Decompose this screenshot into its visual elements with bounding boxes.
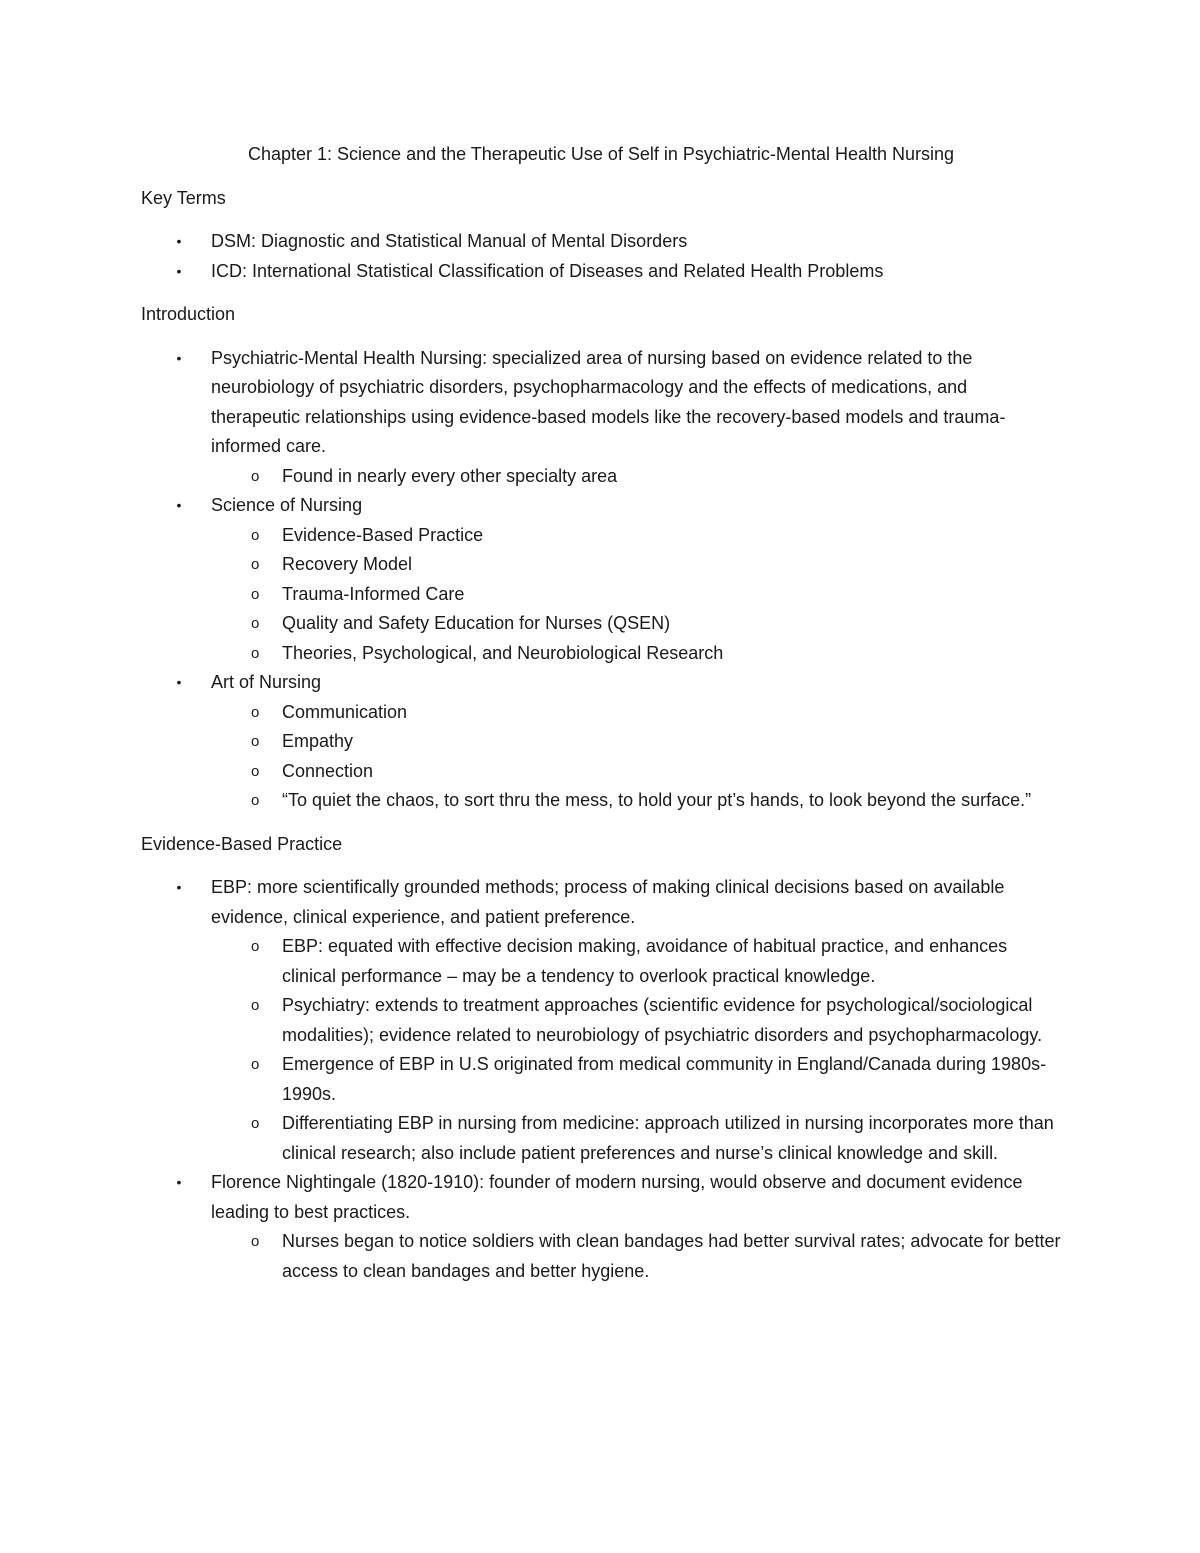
sub-list-item-text: Psychiatry: extends to treatment approaches (scientific evidence for psychological/sociological modalities); evidence related to neurobiology of psychiatric disorders and psychopharmacology. bbox=[282, 995, 1043, 1045]
sub-bullet-list bbox=[211, 698, 1061, 816]
circle-bullet-icon: o bbox=[251, 1115, 260, 1132]
sub-list-item bbox=[211, 462, 1061, 492]
circle-bullet-icon: o bbox=[251, 467, 260, 485]
bullet-icon: • bbox=[176, 497, 182, 513]
bullet-list bbox=[141, 227, 1061, 286]
document-sections bbox=[141, 184, 1061, 1287]
list-item bbox=[141, 873, 1061, 1168]
sub-list-item-text: Nurses began to notice soldiers with clean bandages had better survival rates; advocate for better access to clean bandages and better hygiene. bbox=[282, 1231, 1061, 1281]
circle-bullet-icon: o bbox=[251, 1056, 260, 1073]
sub-list-item-text: Communication bbox=[282, 701, 408, 722]
sub-bullet-list bbox=[211, 462, 1061, 492]
list-item-text: Psychiatric-Mental Health Nursing: specialized area of nursing based on evidence related to the neurobiology of psychiatric disorders, psychopharmacology and the effects of medications, and therapeutic relationships using evidence-based models like the recovery-based models and trauma-informed care. bbox=[211, 347, 1006, 456]
bullet-list bbox=[141, 873, 1061, 1286]
list-item bbox=[141, 227, 1061, 257]
sub-list-item-text: Recovery Model bbox=[282, 554, 413, 574]
circle-bullet-icon: o bbox=[251, 585, 260, 603]
sub-list-item bbox=[211, 757, 1061, 787]
bullet-list bbox=[141, 344, 1061, 816]
sub-list-item-text: Quality and Safety Education for Nurses (QSEN) bbox=[282, 613, 671, 633]
sub-list-item bbox=[211, 932, 1061, 991]
sub-list-item-text: Theories, Psychological, and Neurobiological Research bbox=[282, 642, 724, 663]
bullet-icon: • bbox=[176, 1174, 182, 1190]
list-item bbox=[141, 1168, 1061, 1286]
sub-bullet-list bbox=[211, 1227, 1061, 1286]
sub-list-item bbox=[211, 580, 1061, 610]
document-title: Chapter 1: Science and the Therapeutic Use of Self in Psychiatric-Mental Health Nursing bbox=[247, 144, 955, 164]
bullet-icon: • bbox=[176, 674, 182, 690]
sub-list-item bbox=[211, 991, 1061, 1050]
circle-bullet-icon: o bbox=[251, 615, 260, 632]
sub-list-item bbox=[211, 786, 1061, 816]
list-item bbox=[141, 344, 1061, 492]
sub-list-item-text: Trauma-Informed Care bbox=[282, 583, 465, 604]
section-heading: Introduction bbox=[141, 304, 236, 324]
sub-list-item-text: Evidence-Based Practice bbox=[282, 524, 484, 545]
sub-list-item bbox=[211, 698, 1061, 728]
list-item-text: ICD: International Statistical Classification of Diseases and Related Health Problems bbox=[211, 260, 884, 281]
sub-list-item-text: Emergence of EBP in U.S originated from medical community in England/Canada during 1980s-1990s. bbox=[282, 1054, 1047, 1104]
sub-bullet-list bbox=[211, 932, 1061, 1168]
sub-list-item bbox=[211, 639, 1061, 669]
list-item-text: Science of Nursing bbox=[211, 495, 363, 515]
list-item-text: Art of Nursing bbox=[211, 672, 322, 692]
sub-list-item bbox=[211, 1109, 1061, 1168]
list-item-text: Florence Nightingale (1820-1910): founder of modern nursing, would observe and document evidence leading to best practices. bbox=[211, 1172, 1023, 1222]
bullet-icon: • bbox=[176, 262, 182, 279]
list-item bbox=[141, 668, 1061, 816]
section-heading: Evidence-Based Practice bbox=[141, 833, 343, 854]
sub-list-item-text: Empathy bbox=[282, 731, 354, 751]
circle-bullet-icon: o bbox=[251, 556, 260, 573]
list-item bbox=[141, 491, 1061, 668]
circle-bullet-icon: o bbox=[251, 526, 260, 544]
sub-list-item bbox=[211, 1050, 1061, 1109]
sub-list-item bbox=[211, 550, 1061, 580]
circle-bullet-icon: o bbox=[251, 997, 260, 1014]
sub-list-item-text: “To quiet the chaos, to sort thru the mess, to hold your pt’s hands, to look beyond the surface.” bbox=[282, 790, 1032, 810]
circle-bullet-icon: o bbox=[251, 762, 260, 780]
list-item-text: EBP: more scientifically grounded methods; process of making clinical decisions based on available evidence, clinical experience, and patient preference. bbox=[211, 877, 1005, 927]
sub-list-item bbox=[211, 609, 1061, 639]
sub-list-item-text: Found in nearly every other specialty area bbox=[282, 465, 618, 486]
list-item-text: DSM: Diagnostic and Statistical Manual of Mental Disorders bbox=[211, 231, 688, 251]
sub-list-item bbox=[211, 727, 1061, 757]
list-item bbox=[141, 257, 1061, 287]
sub-list-item-text: Connection bbox=[282, 760, 374, 781]
circle-bullet-icon: o bbox=[251, 1233, 260, 1250]
circle-bullet-icon: o bbox=[251, 703, 260, 721]
sub-list-item-text: Differentiating EBP in nursing from medicine: approach utilized in nursing incorporates more than clinical research; also include patient preferences and nurse’s clinical knowledge and skill. bbox=[282, 1113, 1054, 1163]
document-body bbox=[141, 140, 1061, 1300]
circle-bullet-icon: o bbox=[251, 938, 260, 955]
bullet-icon: • bbox=[176, 879, 182, 895]
bullet-icon: • bbox=[176, 349, 182, 366]
sub-list-item-text: EBP: equated with effective decision making, avoidance of habitual practice, and enhances clinical performance – may be a tendency to overlook practical knowledge. bbox=[282, 936, 1008, 986]
sub-list-item bbox=[211, 1227, 1061, 1286]
circle-bullet-icon: o bbox=[251, 792, 260, 809]
circle-bullet-icon: o bbox=[251, 644, 260, 662]
sub-list-item bbox=[211, 521, 1061, 551]
sub-bullet-list bbox=[211, 521, 1061, 669]
bullet-icon: • bbox=[176, 233, 182, 249]
section-heading: Key Terms bbox=[141, 187, 226, 208]
circle-bullet-icon: o bbox=[251, 733, 260, 750]
